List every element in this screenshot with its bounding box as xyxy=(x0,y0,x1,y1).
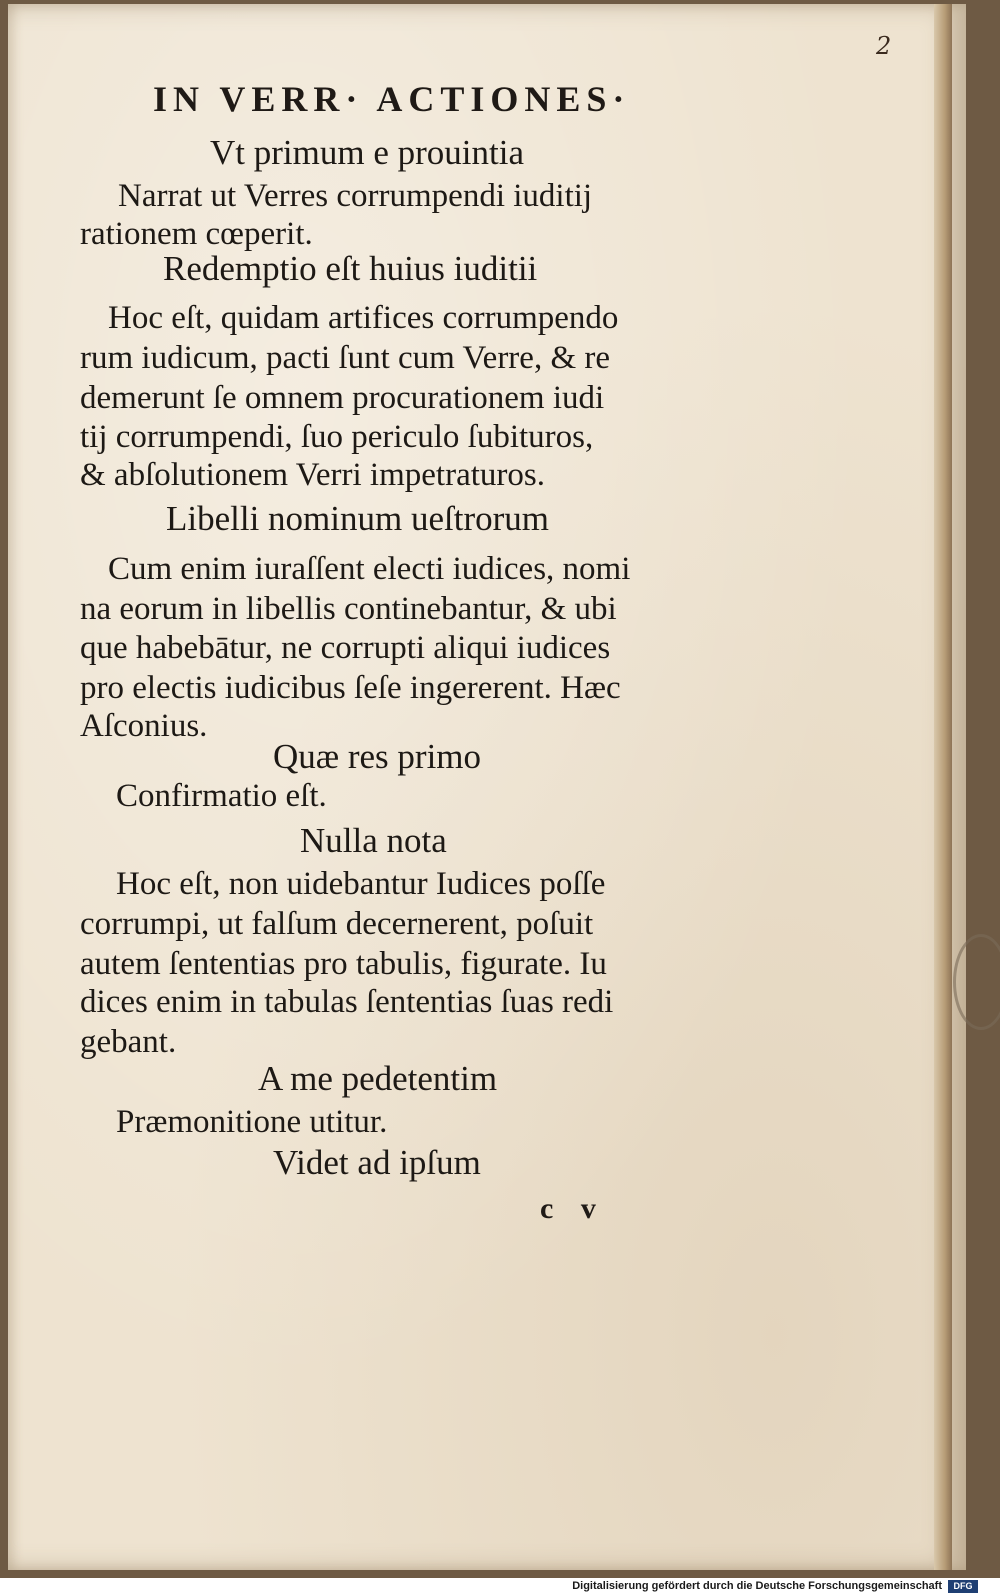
text-line: Narrat ut Verres corrumpendi iuditij xyxy=(118,178,593,214)
catchword: c v xyxy=(540,1192,606,1225)
dfg-logo-icon: DFG xyxy=(948,1580,978,1593)
funding-credit: Digitalisierung gefördert durch die Deutsche Forschungsgemeinschaft xyxy=(572,1580,942,1592)
text-line: Præmonitione utitur. xyxy=(116,1104,388,1140)
text-line: gebant. xyxy=(80,1024,177,1060)
text-line: Confirmatio eſt. xyxy=(116,778,327,814)
text-line: & abſolutionem Verri impetraturos. xyxy=(80,457,545,493)
binding-ring xyxy=(953,934,1000,1030)
text-line: rum iudicum, pacti ſunt cum Verre, & re xyxy=(80,340,610,376)
text-line: Hoc eſt, non uidebantur Iudices poſſe xyxy=(116,866,606,902)
lemma: Redemptio eſt huius iuditii xyxy=(163,249,538,288)
text-line: Hoc eſt, quidam artifices corrumpendo xyxy=(108,300,619,336)
text-line: pro electis iudicibus ſeſe ingererent. Hæc xyxy=(80,670,621,706)
lemma: Libelli nominum ueſtrorum xyxy=(166,499,550,538)
text-line: dices enim in tabulas ſententias ſuas redi xyxy=(80,984,614,1020)
lemma: Quæ res primo xyxy=(273,737,482,776)
folio-number: 2 xyxy=(876,32,892,60)
text-line: Aſconius. xyxy=(80,708,208,744)
text-line: que habebātur, ne corrupti aliqui iudices xyxy=(80,630,611,666)
lemma: Nulla nota xyxy=(300,821,447,860)
text-line: demerunt ſe omnem procurationem iudi xyxy=(80,380,605,416)
text-line: rationem cœperit. xyxy=(80,216,313,252)
lemma: A me pedetentim xyxy=(258,1059,498,1098)
book-page xyxy=(8,4,966,1570)
text-line: autem ſententias pro tabulis, figurate. Iu xyxy=(80,946,607,982)
running-head: IN VERR· ACTIONES· xyxy=(153,79,631,119)
text-line: corrumpi, ut falſum decernerent, poſuit xyxy=(80,906,594,942)
lemma: Vt primum e prouintia xyxy=(210,133,524,172)
text-line: Cum enim iuraſſent electi iudices, nomi xyxy=(108,551,631,587)
lemma: Videt ad ipſum xyxy=(273,1143,481,1182)
page-edge xyxy=(934,4,952,1570)
text-line: tij corrumpendi, ſuo periculo ſubituros, xyxy=(80,419,594,455)
footer-bar xyxy=(0,1578,1000,1596)
text-line: na eorum in libellis continebantur, & ubi xyxy=(80,591,617,627)
